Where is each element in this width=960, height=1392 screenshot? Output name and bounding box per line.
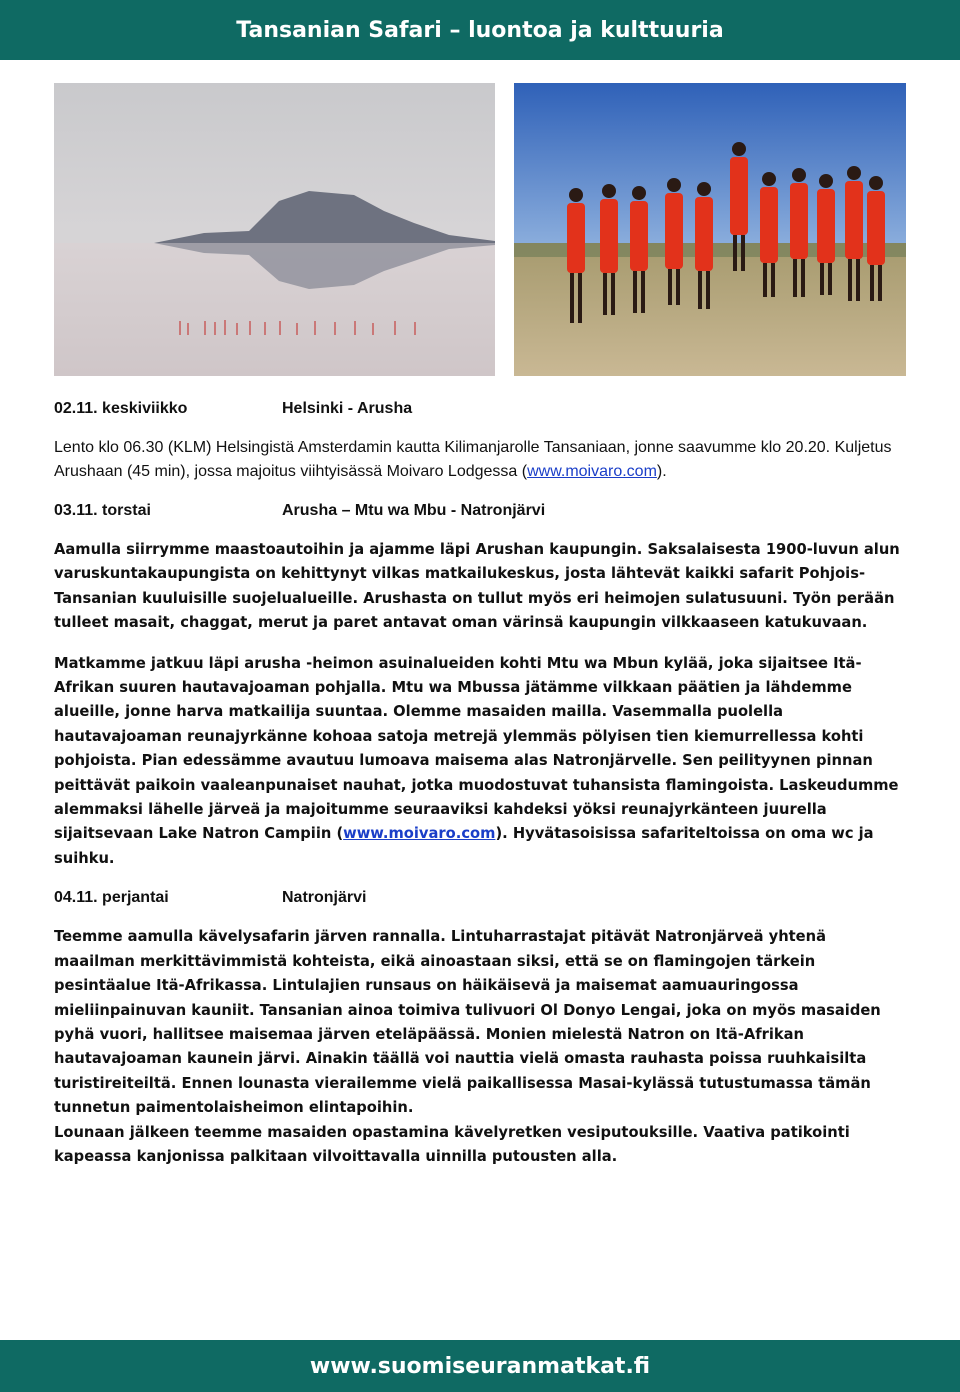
moivaro-link[interactable]: www.moivaro.com bbox=[343, 825, 496, 843]
day-route: Helsinki - Arusha bbox=[282, 400, 413, 417]
page-footer bbox=[0, 1340, 960, 1392]
day-2-paragraph-2 bbox=[54, 652, 906, 872]
day-date: 02.11. keskiviikko bbox=[54, 400, 188, 417]
masai-photo-illustration bbox=[514, 83, 906, 376]
day-date: 03.11. torstai bbox=[54, 502, 151, 519]
itinerary-content bbox=[54, 396, 906, 1169]
day-1-text-end: ). bbox=[656, 463, 667, 480]
day-3-paragraph-1: Teemme aamulla kävelysafarin järven rannalla. Lintuharrastajat pitävät Natronjärveä yhtenä maailman merkittävimmistä kohteista, eikä ainoastaan siksi, että se on flamingojen tärkein pesintäalue Itä-Afrikassa. Lintulajien runsaus on häikäisevä ja maisemat aamuauringossa mieliinpainuvan kauniit. Tansanian ainoa toimiva tulivuori Ol Donyo Lengai, joka on myös masaiden pyhä vuori, hallitsee maisemaa järven eteläpäässä. Monien mielestä Natron on Itä-Afrikan hautavajoaman kaunein järvi. Ainakin täällä voi nauttia vielä omasta rauhasta poissa ruuhkaisilta turistireiteiltä. Ennen lounasta vierailemme vielä paikallisessa Masai-kylässä tutustumassa tämän tunnetun paimentolaisheimon elintapoihin. bbox=[54, 928, 881, 1117]
day-1-paragraph bbox=[54, 436, 906, 484]
day-1-text: Lento klo 06.30 (KLM) Helsingistä Amsterdamin kautta Kilimanjarolle Tansaniaan, jonne saavumme klo 20.20. Kuljetus Arushaan (45 min), jossa majoitus viihtyisässä Moivaro Lodgessa ( bbox=[54, 439, 892, 480]
moivaro-link[interactable]: www.moivaro.com bbox=[527, 463, 657, 480]
day-2-text: Matkamme jatkuu läpi arusha -heimon asuinalueiden kohti Mtu wa Mbun kylää, joka sijaitsee Itä-Afrikan suuren hautavajoaman pohjalla. Mtu wa Mbussa jätämme vilkkaan päätien ja lähdemme alueille, jonne harva matkailija suuntaa. Olemme masaiden mailla. Vasemmalla puolella hautavajoaman reunajyrkänne kohoaa satoja metrejä ylemmäs pölyisen tien kiemurrellessa kohti pohjoista. Pian edessämme avautuu lumoava maisema alas Natronjärvelle. Sen peilityynen pinnan peittävät paikoin vaaleanpunaiset nauhat, jotka muodostuvat tuhansista flamingoista. Laskeudumme alemmaksi lähelle järveä ja majoitumme seuraaviksi kahdeksi yöksi reunajyrkänteen juurella sijaitsevaan Lake Natron Campiin ( bbox=[54, 654, 899, 843]
day-heading-2 bbox=[54, 498, 906, 524]
lake-flamingo-photo bbox=[54, 83, 495, 376]
masai-dancers-photo bbox=[514, 83, 906, 376]
day-2-text-end: ). Hyvätasoisissa safariteltoissa on oma wc ja suihku. bbox=[54, 825, 874, 867]
lake-photo-illustration bbox=[54, 83, 495, 376]
day-heading-3 bbox=[54, 885, 906, 911]
day-date: 04.11. perjantai bbox=[54, 889, 169, 907]
footer-url[interactable]: www.suomiseuranmatkat.fi bbox=[309, 1353, 651, 1379]
page-header bbox=[0, 0, 960, 60]
day-route: Arusha – Mtu wa Mbu - Natronjärvi bbox=[282, 502, 546, 519]
day-route: Natronjärvi bbox=[282, 889, 367, 907]
page-title: Tansanian Safari – luontoa ja kulttuuria bbox=[236, 17, 724, 43]
day-2-paragraph-1: Aamulla siirrymme maastoautoihin ja ajamme läpi Arushan kaupungin. Saksalaisesta 1900-luvun alun varuskuntakaupungista on kehittynyt vilkas matkailukeskus, josta lähtevät kaikki safarit Pohjois-Tansanian kuuluisille suojelualueille. Arushasta on tullut myös eri heimojen sulatusuuni. Työn perään tulleet masait, chaggat, merut ja paret antavat oman värinsä kaupungin vilkkaaseen katukuvaan. bbox=[54, 541, 900, 632]
day-3-paragraph-2: Lounaan jälkeen teemme masaiden opastamina kävelyretken vesiputouksille. Vaativa patikointi kapeassa kanjonissa palkitaan vilvoittavalla uinnilla putousten alla. bbox=[54, 1123, 850, 1165]
day-heading-1 bbox=[54, 396, 906, 422]
